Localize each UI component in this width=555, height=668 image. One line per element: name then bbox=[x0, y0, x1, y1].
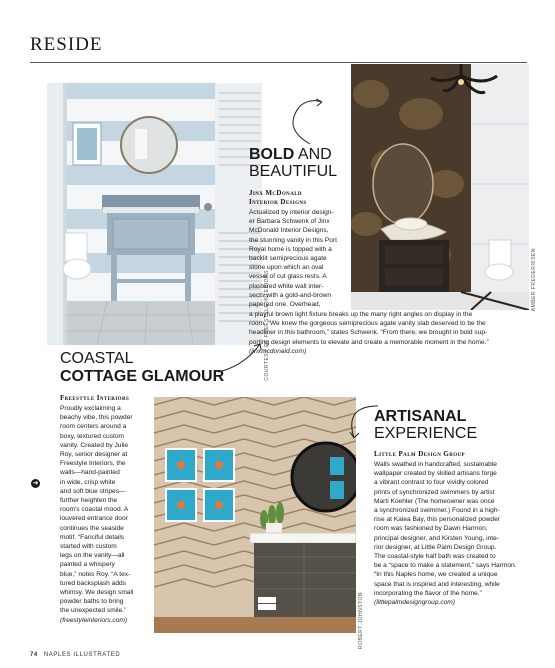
heading-line2: BEAUTIFUL bbox=[249, 163, 338, 180]
bold-bathroom-photo bbox=[351, 64, 529, 310]
designer-name: Jinx McDonald Interior Designs bbox=[249, 189, 307, 206]
photo-credit-bold: AMBER FREDERIKSEN bbox=[531, 248, 537, 312]
coastal-heading: COASTAL COTTAGE GLAMOUR bbox=[60, 350, 225, 385]
coastal-body: Proudly exclaiming a beachy vibe, this powder room centers around a boxy, textured custom vanity. Created by Julie Roy, senior designer at Freestyle Interiors, the walls—hand-painted in wide, crisp white and soft blue stripes— further heighten the room's coastal mood. A louvered entrance door continues the seaside motif. “Fanciful details started with custom legs on the vanity—all painted a whispery blue,” notes Roy. “A tex- tured backsplash adds whimsy. We design small powder baths to bring the unexpected smile.” (freestyleinteriors.com) bbox=[60, 404, 156, 625]
arrow-bullet-icon: ➜ bbox=[32, 480, 39, 487]
page-number: 74 bbox=[30, 652, 38, 658]
bold-beautiful-heading bbox=[249, 146, 337, 180]
header-rule bbox=[30, 62, 527, 63]
artisanal-heading: ARTISANAL EXPERIENCE bbox=[374, 408, 478, 442]
photo-credit-artisanal: ROBERT JOHNSTON bbox=[358, 592, 364, 649]
website-link: (littlepalmdesigngroup.com) bbox=[374, 599, 455, 607]
website-link: (jinxmcdonald.com) bbox=[249, 347, 307, 355]
page-footer bbox=[30, 652, 120, 658]
magazine-name: NAPLES ILLUSTRATED bbox=[43, 652, 121, 658]
curved-arrow-icon bbox=[280, 98, 340, 148]
coastal-bathroom-photo bbox=[47, 83, 262, 345]
heading-light-part: AND bbox=[294, 146, 332, 163]
website-link: (freestyleinteriors.com) bbox=[60, 616, 128, 624]
designer-name: Little Palm Design Group bbox=[374, 450, 465, 458]
heading-bold-part: BOLD bbox=[249, 146, 295, 163]
bold-beautiful-body: Actualized by interior design- er Barbara Schwenk of Jinx McDonald Interior Designs, the stunning vanity in this Port Royal home is topped with a backlit semiprecious agate stone upon which an oval vessel of cut glass rests. A plastered white wall inter- sects with a gold-and-brown papered one. Overhead, bbox=[249, 209, 337, 309]
designer-name: Freestyle Interiors bbox=[60, 394, 130, 402]
photo-credit-coastal: COURTESY OF FREESTYLE INTERIORS bbox=[264, 270, 270, 381]
section-title: RESIDE bbox=[30, 34, 103, 55]
artisanal-body: Walls swathed in handcrafted, sustainable wallpaper created by skilled artisans forge a vibrant contrast to four vividly colored prints of synchronized swimmers by artist Marti Koehler (The homeowner was once a synchronized swimmer.) Found in a high- rise at Kalea Bay, this personalized powder room was fashioned by Dawn Harmon, principal designer, and Kirsten Young, inte- rior designer, at Little Palm Design Group. The coastal-style half bath was created to be a “space to make a statement,” says Harmon. “In this Naples home, we created a unique space that is inspired and interesting, while incorporating the flavor of the home.” (littlepalmdesigngroup.com) bbox=[374, 460, 534, 607]
artisanal-bathroom-photo bbox=[154, 397, 356, 633]
bold-beautiful-body-wide: a playful brown light fixture breaks up the many right angles on display in the room. “We knew the gorgeous semiprecious agate vanity slab deserved to be the headliner in this bathroom,” states Schwenk. “From there, we brought in bold sup- porting design elements to elevate and create a memorable moment in the home.” (jinxmcdonald.com) bbox=[249, 310, 534, 356]
